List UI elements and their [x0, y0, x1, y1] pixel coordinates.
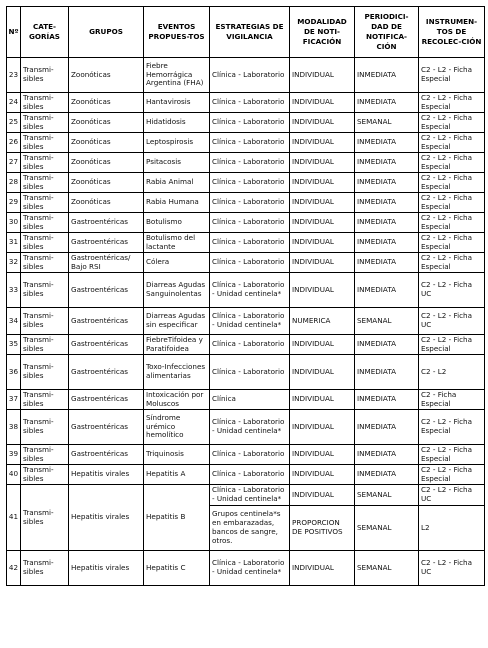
row-evento: Psitacosis — [144, 153, 210, 173]
row-instrumento: C2 - L2 - Ficha Especial — [419, 153, 485, 173]
row-grupo: Zoonóticas — [69, 153, 144, 173]
table-row — [7, 355, 485, 390]
row-number: 28 — [7, 173, 21, 193]
row-modalidad: INDIVIDUAL — [290, 233, 355, 253]
row-evento: Intoxicación por Moluscos — [144, 390, 210, 410]
row-categoria: Transmi-sibles — [21, 213, 69, 233]
row-periodicidad: INMEDIATA — [355, 193, 419, 213]
row-evento: Hepatitis B — [144, 485, 210, 551]
row-categoria: Transmi-sibles — [21, 133, 69, 153]
header-estrategias: ESTRATEGIAS DE VIGILANCIA — [210, 7, 290, 58]
row-estrategia: Clínica - Laboratorio — [210, 355, 290, 390]
row-evento: Botulismo del lactante — [144, 233, 210, 253]
row-estrategia: Clínica - Laboratorio — [210, 113, 290, 133]
row-estrategia: Clínica - Laboratorio — [210, 193, 290, 213]
row-grupo: Hepatitis virales — [69, 465, 144, 485]
row-instrumento: C2 - L2 - Ficha Especial — [419, 410, 485, 445]
row-periodicidad: INMEDIATA — [355, 58, 419, 93]
row-instrumento: C2 - L2 - Ficha Especial — [419, 233, 485, 253]
row-evento: Diarreas Agudas Sanguinolentas — [144, 273, 210, 308]
row-number: 33 — [7, 273, 21, 308]
row-categoria: Transmi-sibles — [21, 551, 69, 586]
row-categoria: Transmi-sibles — [21, 485, 69, 551]
row-modalidad: INDIVIDUAL — [290, 253, 355, 273]
row-evento: Toxo-Infecciones alimentarias — [144, 355, 210, 390]
row-grupo: Gastroentéricas — [69, 335, 144, 355]
row-modalidad: INDIVIDUAL — [290, 390, 355, 410]
row-modalidad: INDIVIDUAL — [290, 58, 355, 93]
row-estrategia: Clínica - Laboratorio — [210, 445, 290, 465]
row-grupo: Gastroentéricas — [69, 355, 144, 390]
table-row — [7, 193, 485, 213]
row-instrumento: C2 - L2 - Ficha Especial — [419, 465, 485, 485]
row-grupo: Zoonóticas — [69, 133, 144, 153]
row-periodicidad: INMEDIATA — [355, 465, 419, 485]
row-grupo: Gastroentéricas/ Bajo RSI — [69, 253, 144, 273]
row-estrategia: Grupos centinela*s en embarazadas, bancos de sangre, otros. — [210, 506, 290, 551]
row-evento: Rabia Humana — [144, 193, 210, 213]
row-estrategia: Clínica - Laboratorio — [210, 153, 290, 173]
row-number: 39 — [7, 445, 21, 465]
row-periodicidad: INMEDIATA — [355, 335, 419, 355]
header-grupos: GRUPOS — [69, 7, 144, 58]
row-estrategia: Clínica - Laboratorio — [210, 233, 290, 253]
row-modalidad: INDIVIDUAL — [290, 173, 355, 193]
table-row — [7, 113, 485, 133]
row-periodicidad: INMEDIATA — [355, 445, 419, 465]
row-number: 40 — [7, 465, 21, 485]
row-grupo: Gastroentéricas — [69, 213, 144, 233]
row-periodicidad: SEMANAL — [355, 506, 419, 551]
row-instrumento: C2 - L2 - Ficha Especial — [419, 213, 485, 233]
row-grupo: Gastroentéricas — [69, 308, 144, 335]
row-categoria: Transmi-sibles — [21, 308, 69, 335]
row-grupo: Gastroentéricas — [69, 390, 144, 410]
table-row — [7, 58, 485, 93]
table-row — [7, 213, 485, 233]
table-row — [7, 233, 485, 253]
header-eventos: EVENTOS PROPUES-TOS — [144, 7, 210, 58]
row-number: 32 — [7, 253, 21, 273]
row-grupo: Gastroentéricas — [69, 410, 144, 445]
table-header-row — [7, 7, 485, 58]
row-modalidad: INDIVIDUAL — [290, 193, 355, 213]
row-modalidad: INDIVIDUAL — [290, 465, 355, 485]
row-instrumento: C2 - L2 - Ficha Especial — [419, 193, 485, 213]
row-grupo: Zoonóticas — [69, 173, 144, 193]
row-grupo: Zoonóticas — [69, 113, 144, 133]
row-modalidad: INDIVIDUAL — [290, 113, 355, 133]
row-categoria: Transmi-sibles — [21, 233, 69, 253]
row-periodicidad: INMEDIATA — [355, 213, 419, 233]
row-instrumento: L2 — [419, 506, 485, 551]
row-evento: Leptospirosis — [144, 133, 210, 153]
row-grupo: Gastroentéricas — [69, 273, 144, 308]
row-instrumento: C2 - L2 - Ficha UC — [419, 485, 485, 506]
row-evento: Hantavirosis — [144, 93, 210, 113]
row-periodicidad: INMEDIATA — [355, 173, 419, 193]
row-instrumento: C2 - L2 - Ficha UC — [419, 273, 485, 308]
row-categoria: Transmi-sibles — [21, 445, 69, 465]
row-evento: Rabia Animal — [144, 173, 210, 193]
row-number: 36 — [7, 355, 21, 390]
row-grupo: Hepatitis virales — [69, 485, 144, 551]
table-row — [7, 551, 485, 586]
table-row — [7, 390, 485, 410]
row-categoria: Transmi-sibles — [21, 253, 69, 273]
row-estrategia: Clínica - Laboratorio — [210, 173, 290, 193]
row-grupo: Zoonóticas — [69, 58, 144, 93]
table-row — [7, 445, 485, 465]
row-evento: Botulismo — [144, 213, 210, 233]
row-number: 29 — [7, 193, 21, 213]
row-periodicidad: INMEDIATA — [355, 410, 419, 445]
header-categorias: CATE-GORÍAS — [21, 7, 69, 58]
row-modalidad: INDIVIDUAL — [290, 133, 355, 153]
row-periodicidad: INMEDIATA — [355, 93, 419, 113]
row-number: 27 — [7, 153, 21, 173]
table-row — [7, 153, 485, 173]
row-instrumento: C2 - L2 — [419, 355, 485, 390]
row-evento: Cólera — [144, 253, 210, 273]
row-estrategia: Clínica - Laboratorio - Unidad centinela* — [210, 551, 290, 586]
row-instrumento: C2 - L2 - Ficha Especial — [419, 133, 485, 153]
row-evento: Fiebre Hemorrágica Argentina (FHA) — [144, 58, 210, 93]
row-evento: Diarreas Agudas sin especificar — [144, 308, 210, 335]
row-estrategia: Clínica - Laboratorio — [210, 335, 290, 355]
row-instrumento: C2 - L2 - Ficha Especial — [419, 445, 485, 465]
row-number: 41 — [7, 485, 21, 551]
row-instrumento: C2 - Ficha Especial — [419, 390, 485, 410]
row-modalidad: INDIVIDUAL — [290, 410, 355, 445]
row-modalidad: INDIVIDUAL — [290, 445, 355, 465]
row-number: 26 — [7, 133, 21, 153]
row-evento: Hidatidosis — [144, 113, 210, 133]
row-grupo: Zoonóticas — [69, 93, 144, 113]
row-evento: Hepatitis C — [144, 551, 210, 586]
row-estrategia: Clínica - Laboratorio — [210, 465, 290, 485]
row-modalidad: INDIVIDUAL — [290, 551, 355, 586]
row-estrategia: Clínica - Laboratorio - Unidad centinela* — [210, 485, 290, 506]
row-estrategia: Clínica — [210, 390, 290, 410]
row-evento: Triquinosis — [144, 445, 210, 465]
row-evento: Hepatitis A — [144, 465, 210, 485]
row-periodicidad: INMEDIATA — [355, 153, 419, 173]
header-modalidad: MODALIDAD DE NOTI-FICACIÓN — [290, 7, 355, 58]
table-row — [7, 133, 485, 153]
table-row — [7, 335, 485, 355]
row-modalidad: INDIVIDUAL — [290, 355, 355, 390]
row-instrumento: C2 - L2 - Ficha Especial — [419, 113, 485, 133]
row-estrategia: Clínica - Laboratorio - Unidad centinela* — [210, 308, 290, 335]
row-categoria: Transmi-sibles — [21, 93, 69, 113]
row-categoria: Transmi-sibles — [21, 355, 69, 390]
row-categoria: Transmi-sibles — [21, 153, 69, 173]
row-instrumento: C2 - L2 - Ficha Especial — [419, 58, 485, 93]
row-number: 42 — [7, 551, 21, 586]
table-row — [7, 93, 485, 113]
row-number: 38 — [7, 410, 21, 445]
table-row — [7, 173, 485, 193]
row-estrategia: Clínica - Laboratorio — [210, 133, 290, 153]
row-periodicidad: INMEDIATA — [355, 133, 419, 153]
row-number: 37 — [7, 390, 21, 410]
row-grupo: Gastroentéricas — [69, 233, 144, 253]
row-grupo: Gastroentéricas — [69, 445, 144, 465]
row-number: 25 — [7, 113, 21, 133]
row-periodicidad: INMEDIATA — [355, 273, 419, 308]
row-periodicidad: INMEDIATA — [355, 253, 419, 273]
row-number: 23 — [7, 58, 21, 93]
row-categoria: Transmi-sibles — [21, 390, 69, 410]
row-number: 35 — [7, 335, 21, 355]
header-num: Nº — [7, 7, 21, 58]
row-estrategia: Clínica - Laboratorio - Unidad centinela* — [210, 410, 290, 445]
surveillance-table — [6, 6, 485, 586]
header-periodicidad: PERIODICI-DAD DE NOTIFICA-CIÓN — [355, 7, 419, 58]
row-periodicidad: INMEDIATA — [355, 390, 419, 410]
row-estrategia: Clínica - Laboratorio — [210, 253, 290, 273]
row-estrategia: Clínica - Laboratorio — [210, 58, 290, 93]
row-modalidad: NUMERICA — [290, 308, 355, 335]
row-categoria: Transmi-sibles — [21, 173, 69, 193]
row-estrategia: Clínica - Laboratorio - Unidad centinela* — [210, 273, 290, 308]
row-number: 31 — [7, 233, 21, 253]
row-evento: FiebreTifoidea y Paratifoidea — [144, 335, 210, 355]
row-number: 30 — [7, 213, 21, 233]
row-number: 34 — [7, 308, 21, 335]
row-instrumento: C2 - L2 - Ficha Especial — [419, 93, 485, 113]
row-estrategia: Clínica - Laboratorio — [210, 213, 290, 233]
row-estrategia: Clínica - Laboratorio — [210, 93, 290, 113]
table-row — [7, 465, 485, 485]
row-categoria: Transmi-sibles — [21, 58, 69, 93]
row-categoria: Transmi-sibles — [21, 273, 69, 308]
header-instrumentos: INSTRUMEN-TOS DE RECOLEC-CIÓN — [419, 7, 485, 58]
table-row — [7, 273, 485, 308]
row-instrumento: C2 - L2 - Ficha UC — [419, 551, 485, 586]
row-periodicidad: SEMANAL — [355, 113, 419, 133]
document-page — [6, 6, 484, 586]
row-categoria: Transmi-sibles — [21, 113, 69, 133]
row-categoria: Transmi-sibles — [21, 193, 69, 213]
row-periodicidad: SEMANAL — [355, 551, 419, 586]
row-periodicidad: INMEDIATA — [355, 233, 419, 253]
row-categoria: Transmi-sibles — [21, 465, 69, 485]
table-row — [7, 410, 485, 445]
row-number: 24 — [7, 93, 21, 113]
row-modalidad: INDIVIDUAL — [290, 485, 355, 506]
table-row — [7, 485, 485, 506]
row-modalidad: INDIVIDUAL — [290, 213, 355, 233]
row-periodicidad: INMEDIATA — [355, 355, 419, 390]
table-row — [7, 253, 485, 273]
row-modalidad: INDIVIDUAL — [290, 153, 355, 173]
row-periodicidad: SEMANAL — [355, 308, 419, 335]
row-categoria: Transmi-sibles — [21, 410, 69, 445]
row-modalidad: INDIVIDUAL — [290, 93, 355, 113]
row-grupo: Zoonóticas — [69, 193, 144, 213]
row-categoria: Transmi-sibles — [21, 335, 69, 355]
row-instrumento: C2 - L2 - Ficha Especial — [419, 173, 485, 193]
row-modalidad: INDIVIDUAL — [290, 273, 355, 308]
row-modalidad: PROPORCION DE POSITIVOS — [290, 506, 355, 551]
row-instrumento: C2 - L2 - Ficha Especial — [419, 253, 485, 273]
row-instrumento: C2 - L2 - Ficha UC — [419, 308, 485, 335]
row-periodicidad: SEMANAL — [355, 485, 419, 506]
row-evento: Síndrome urémico hemolítico — [144, 410, 210, 445]
table-row — [7, 308, 485, 335]
row-instrumento: C2 - L2 - Ficha Especial — [419, 335, 485, 355]
row-modalidad: INDIVIDUAL — [290, 335, 355, 355]
row-grupo: Hepatitis virales — [69, 551, 144, 586]
